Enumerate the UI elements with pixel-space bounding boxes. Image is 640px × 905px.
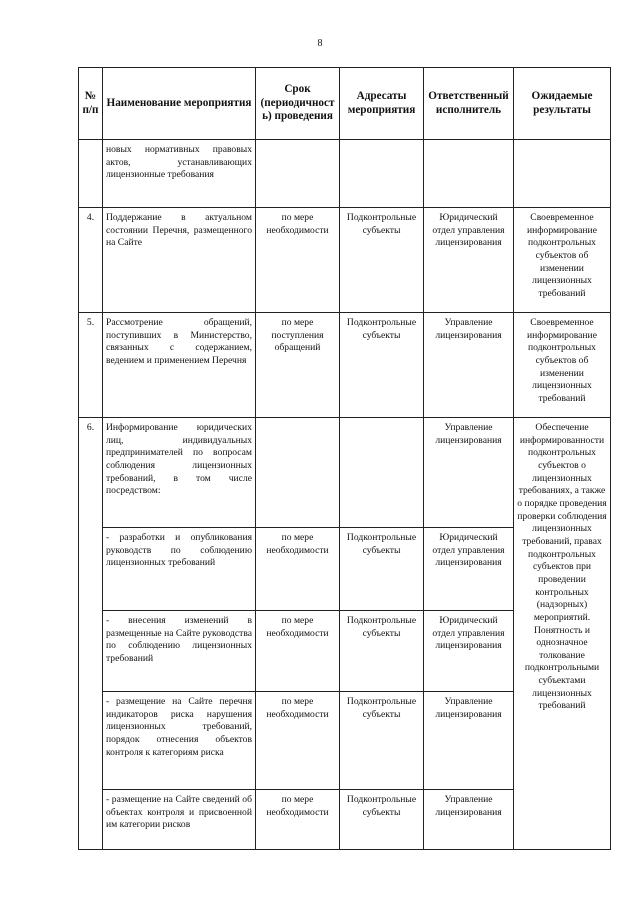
row-term bbox=[256, 140, 340, 208]
row-term: по мере необходимости bbox=[256, 208, 340, 313]
row-results: Обеспечение информированности подконтрольных субъектов о лицензионных требованиях, а также о порядке проведения проверки соблюдения лицензионных требований, правах подконтрольных субъектов при проведении контрольных (надзорных) мероприятий. Понятность и однозначное толкование подконтрольными субъектами лицензионных требований bbox=[514, 418, 611, 850]
header-name: Наименование мероприятия bbox=[103, 68, 256, 140]
row-num bbox=[79, 140, 103, 208]
row-responsible bbox=[424, 140, 514, 208]
row-name: Поддержание в актуальном состоянии Перечня, размещенного на Сайте bbox=[103, 208, 256, 313]
subrow-term: по мере необходимости bbox=[256, 790, 340, 850]
table-row bbox=[79, 208, 611, 313]
subrow-term: по мере необходимости bbox=[256, 692, 340, 790]
subrow-term: по мере необходимости bbox=[256, 528, 340, 611]
header-num: № п/п bbox=[79, 68, 103, 140]
header-responsible: Ответственный исполнитель bbox=[424, 68, 514, 140]
row-term bbox=[256, 418, 340, 528]
row-responsible: Управление лицензирования bbox=[424, 313, 514, 418]
row-name: новых нормативных правовых актов, устанавливающих лицензионные требования bbox=[103, 140, 256, 208]
row-results: Своевременное информирование подконтрольных субъектов об изменении лицензионных требований bbox=[514, 313, 611, 418]
table-row bbox=[79, 140, 611, 208]
subrow-name: - разработки и опубликования руководств по соблюдению лицензионных требований bbox=[103, 528, 256, 611]
row-responsible: Юридический отдел управления лицензирования bbox=[424, 208, 514, 313]
subrow-name: - размещение на Сайте перечня индикаторов риска нарушения лицензионных требований, порядок отнесения объектов контроля к категориям риска bbox=[103, 692, 256, 790]
subrow-addressees: Подконтрольные субъекты bbox=[340, 692, 424, 790]
row-addressees bbox=[340, 418, 424, 528]
table-row bbox=[79, 313, 611, 418]
row-term: по мере поступления обращений bbox=[256, 313, 340, 418]
row-results: Своевременное информирование подконтрольных субъектов об изменении лицензионных требований bbox=[514, 208, 611, 313]
table-row bbox=[79, 418, 611, 528]
subrow-name: - внесения изменений в размещенные на Сайте руководства по соблюдению лицензионных требований bbox=[103, 611, 256, 692]
row-name: Информирование юридических лиц, индивидуальных предпринимателей по вопросам соблюдения лицензионных требований, в том числе посредством: bbox=[103, 418, 256, 528]
subrow-name: - размещение на Сайте сведений об объектах контроля и присвоенной им категории рисков bbox=[103, 790, 256, 850]
row-addressees: Подконтрольные субъекты bbox=[340, 208, 424, 313]
row-num: 6. bbox=[79, 418, 103, 850]
row-name: Рассмотрение обращений, поступивших в Министерство, связанных с содержанием, ведением и применением Перечня bbox=[103, 313, 256, 418]
subrow-addressees: Подконтрольные субъекты bbox=[340, 790, 424, 850]
events-plan-table bbox=[78, 67, 611, 850]
header-term: Срок (периодичность) проведения bbox=[256, 68, 340, 140]
row-num: 5. bbox=[79, 313, 103, 418]
row-responsible: Управление лицензирования bbox=[424, 418, 514, 528]
header-results: Ожидаемые результаты bbox=[514, 68, 611, 140]
subrow-responsible: Юридический отдел управления лицензирования bbox=[424, 528, 514, 611]
header-row bbox=[79, 68, 611, 140]
page-number: 8 bbox=[317, 38, 323, 49]
subrow-responsible: Управление лицензирования bbox=[424, 692, 514, 790]
subrow-responsible: Юридический отдел управления лицензирования bbox=[424, 611, 514, 692]
row-addressees: Подконтрольные субъекты bbox=[340, 313, 424, 418]
subrow-addressees: Подконтрольные субъекты bbox=[340, 611, 424, 692]
subrow-responsible: Управление лицензирования bbox=[424, 790, 514, 850]
header-addressees: Адресаты мероприятия bbox=[340, 68, 424, 140]
subrow-addressees: Подконтрольные субъекты bbox=[340, 528, 424, 611]
row-addressees bbox=[340, 140, 424, 208]
subrow-term: по мере необходимости bbox=[256, 611, 340, 692]
row-results bbox=[514, 140, 611, 208]
row-num: 4. bbox=[79, 208, 103, 313]
